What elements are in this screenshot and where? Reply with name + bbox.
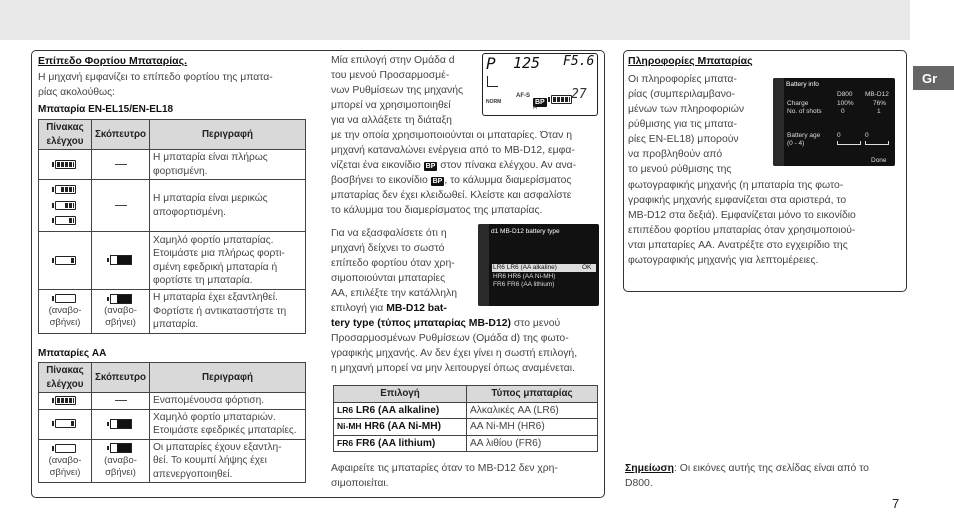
viewfinder-battery-empty-icon [110, 294, 132, 304]
battery-intro [38, 70, 273, 100]
table-row: FR6 FR6 (AA lithium) AA λιθίου (FR6) [334, 435, 598, 452]
battery-level-heading: Επίπεδο Φορτίου Μπαταρίας. [38, 55, 188, 67]
battery-empty-icon [55, 444, 76, 453]
battery-2-bar-icon [55, 201, 76, 210]
battery-3-bar-icon [55, 185, 76, 194]
viewfinder-battery-empty-icon [110, 443, 132, 453]
dash [115, 164, 127, 165]
battery-full-icon [55, 160, 76, 169]
subheading-en-el15: Μπαταρία EN-EL15/EN-EL18 [38, 104, 174, 115]
battery-type-menu-screen: d1 MB-D12 battery type LR6 LR6 (AA alkaline) OK HR6 HR6 (AA Ni-MH) FR6 FR6 (AA lithium) [478, 224, 599, 306]
battery-low-icon [55, 256, 76, 265]
col-description: Περιγραφή [150, 120, 306, 150]
battery-info-paragraph-b: φωτογραφικής μηχανής (η μπαταρία της φωτο- γραφικής μηχανής εμφανίζεται στα αριστερά, το MB-D12 στα δεξιά). Εμφανίζεται μόνο το εικονίδιο επιπέδου φορτίου μπαταρίας όταν χρησιμοποιού- νται μπαταρίες AA. Ανατρέξτε στο εγχειρίδιο της φωτογραφικής μηχανής για λεπτομέρειες. [628, 180, 856, 266]
menu-item-lr6[interactable]: LR6 LR6 (AA alkaline) [492, 264, 596, 272]
viewfinder-battery-low-icon [110, 419, 132, 429]
mb-d12-paragraph-1b: με την οποία χρησιμοποιούνται οι μπαταρίες. Όταν η μηχανή καταναλώνει ενέργεια από το MB-D12, εμφα- νίζεται ένα εικονίδιο BP στον πίνακα ελέγχου. Αν ανα- βοσβήνει το εικονίδιο BP , το κάλυμμα διαμερίσματος μπαταρίας δεν έχει κλειδωθεί. Κλείστε και ασφαλίστε το κάλυμμα του διαμερίσματος της μπαταρίας. [331, 130, 577, 216]
battery-icon [551, 95, 572, 104]
remove-batteries-note: Αφαιρείτε τις μπαταρίες όταν το MB-D12 δεν χρη- σιμοποιείται. [331, 463, 558, 489]
mb-d12-paragraph-2b: tery type (τύπος μπαταρίας MB-D12) στο μενού Προσαρμοσμένων Ρυθμίσεων (Ομάδα d) της φωτο- γραφικής μηχανής. Αν δεν έχει γίνει η σωστή επιλογή, η μηχανή μπορεί να μην λειτουργεί όπως αναμένεται. [331, 318, 578, 374]
table-row: Χαμηλό φορτίο μπαταρίας. Ετοιμάστε μια πλήρως φορτι- σμένη εφεδρική μπαταρία ή φορτίστε τη μπαταρία. [39, 232, 306, 290]
col-panel: Πίνακας ελέγχου [39, 120, 92, 150]
col-viewfinder: Σκόπευτρο [92, 120, 150, 150]
battery-1-bar-icon [55, 216, 76, 225]
battery-low-icon [55, 419, 76, 428]
en-el15-table [38, 119, 306, 334]
battery-info-heading: Πληροφορίες Μπαταρίας [628, 55, 753, 67]
battery-type-table: Επιλογή Τύπος μπαταρίας LR6 LR6 (AA alkaline) Αλκαλικές AA (LR6) Ni-MH HR6 (AA Ni-MH) AA Ni-MH (HR6) FR6 FR6 (AA lithium) AA λιθίου (FR6) [333, 385, 598, 452]
battery-info-paragraph: Οι πληροφορίες μπατα- ρίας (συμπεριλαμβανο- μένων των πληροφοριών ρύθμισης για τις μπατα- ρίες EN-EL18) μπορούν να προβληθούν από το μενού ρύθμισης της [628, 74, 745, 175]
table-row: LR6 LR6 (AA alkaline) Αλκαλικές AA (LR6) [334, 402, 598, 419]
table-row: (αναβο-σβήνει) (αναβο-σβήνει) Οι μπαταρίες έχουν εξαντλη- θεί. Το κουμπί λήψης έχει απενεργοποιηθεί. [39, 439, 306, 483]
dash [115, 205, 127, 206]
battery-empty-icon [55, 294, 76, 303]
table-row: Η μπαταρία είναι μερικώς αποφορτισμένη. [39, 180, 306, 232]
battery-full-icon [55, 396, 76, 405]
intro-line-2: ρίας ακολούθως: [38, 87, 116, 98]
table-row: Η μπαταρία είναι πλήρως φορτισμένη. [39, 150, 306, 180]
language-tab: Gr [913, 66, 954, 90]
table-row: (αναβο-σβήνει) (αναβο-σβήνει) Η μπαταρία έχει εξαντληθεί. Φορτίστε ή αντικαταστήστε τη μπαταρία. [39, 290, 306, 334]
note: Σημείωση: Οι εικόνες αυτής της σελίδας είναι από το D800. [625, 463, 869, 489]
battery-info-screen: Battery info D800 MB-D12 Charge 100% 76% No. of shots 0 1 Battery age (0 - 4) 0 0 Done [773, 78, 895, 166]
intro-line-1: Η μηχανή εμφανίζει το επίπεδο φορτίου της μπατα- [38, 72, 273, 83]
menu-item-hr6[interactable]: HR6 HR6 (AA Ni-MH) [493, 273, 556, 280]
done-button[interactable]: Done [871, 157, 887, 164]
mb-d12-paragraph-2: Για να εξασφαλίσετε ότι η μηχανή δείχνει το σωστό επίπεδο φορτίου όταν χρη- σιμοποιούνται μπαταρίες AA, επιλέξτε την κατάλληλη επιλογή για MB-D12 bat- [331, 228, 457, 314]
aa-table: Πίνακας ελέγχου Σκόπευτρο Περιγραφή Εναπομένουσα φόρτιση. Χαμηλό φορτίο μπαταριών. Ετοιμάστε εφεδρικές μπαταρίες. (αναβο-σβήνει) (αναβο-σβήνει) Οι μπαταρίες έχουν εξαντλη- θεί. Το κουμπί λήψης έχει απενεργοποιηθεί. [38, 362, 306, 483]
bp-icon: BP [432, 178, 443, 185]
table-row: Χαμηλό φορτίο μπαταριών. Ετοιμάστε εφεδρικές μπαταρίες. [39, 409, 306, 439]
table-row: Ni-MH HR6 (AA Ni-MH) AA Ni-MH (HR6) [334, 419, 598, 436]
mb-d12-paragraph-1: Μία επιλογή στην Ομάδα d του μενού Προσαρμοσμέ- νων Ρυθμίσεων της μηχανής μπορεί να χρησιμοποιηθεί για να αλλάξετε τη διάταξη [331, 55, 464, 126]
control-panel-lcd: P 125 F5.6 NORM AF-S BP 27 A [482, 53, 598, 116]
bp-icon: BP [535, 99, 545, 106]
subheading-aa: Μπαταρίες AA [38, 348, 107, 359]
bp-icon: BP [425, 163, 436, 170]
table-row: Εναπομένουσα φόρτιση. [39, 393, 306, 410]
viewfinder-battery-low-icon [110, 255, 132, 265]
page-number: 7 [892, 496, 900, 511]
menu-item-fr6[interactable]: FR6 FR6 (AA lithium) [493, 281, 555, 288]
top-bar [0, 0, 910, 40]
